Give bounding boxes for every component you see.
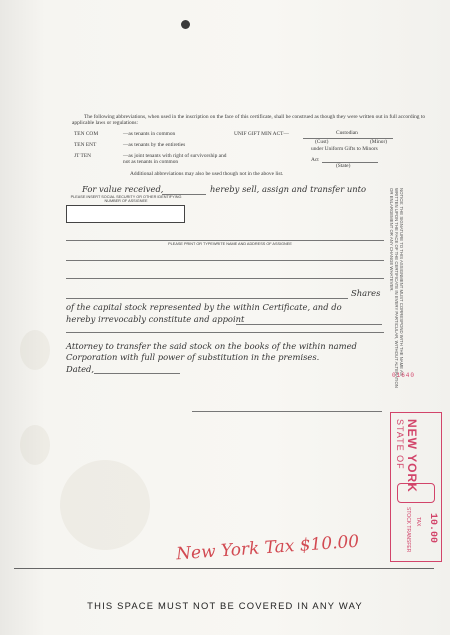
abbr-meaning: —as joint tenants with right of survivorship and not as tenants in common xyxy=(123,153,227,166)
address-line xyxy=(66,278,384,279)
stamp-tax: TAX xyxy=(415,517,421,527)
stamp-seal-icon xyxy=(397,483,435,503)
address-line xyxy=(66,260,384,261)
dated-line xyxy=(94,373,180,374)
hereby-sell-text: hereby sell, assign and transfer unto xyxy=(210,184,367,194)
bleed-through-mark xyxy=(20,330,50,370)
attorney-text: Attorney to transfer the said stock on the books of the within named xyxy=(66,341,357,351)
ssn-box[interactable] xyxy=(66,205,185,223)
minor-label: (Minor) xyxy=(370,139,388,145)
for-value-text: For value received, xyxy=(82,184,164,194)
under-act-label: under Uniform Gifts to Minors xyxy=(311,146,378,152)
abbr-code: TEN COM xyxy=(74,131,99,137)
bleed-through-seal xyxy=(60,460,150,550)
state-label: (State) xyxy=(336,163,351,169)
dated-label: Dated, xyxy=(66,364,95,374)
punch-hole xyxy=(181,20,190,29)
custodian-label: Custodian xyxy=(336,130,358,136)
print-name-label: PLEASE PRINT OR TYPEWRITE NAME AND ADDRESS OF ASSIGNEE xyxy=(168,242,292,246)
footer-divider xyxy=(14,568,434,569)
shares-line xyxy=(66,298,348,299)
stamp-amount: 10.00 xyxy=(427,513,438,544)
assignee-line xyxy=(66,240,384,241)
stamp-new-york: NEW YORK xyxy=(405,419,419,493)
attorney-name-line xyxy=(66,332,384,333)
stamp-serial: 01640 xyxy=(392,372,416,379)
abbr-code: TEN ENT xyxy=(74,142,97,148)
intro-text: The following abbreviations, when used in the inscription on the face of this certificate, shall be construed as though they were written out in full according to applicable laws or regulations: xyxy=(72,114,426,127)
abbr-code: JT TEN xyxy=(74,153,92,159)
cust-label: (Cust) xyxy=(315,139,329,145)
appoint-line xyxy=(236,324,382,325)
gift-act-label: UNIF GIFT MIN ACT— xyxy=(234,131,289,137)
bleed-through-mark xyxy=(20,425,50,465)
abbr-meaning: —as tenants in common xyxy=(123,131,176,137)
signature-notice: NOTICE: THE SIGNATURE TO THIS ASSIGNMENT MUST CORRESPOND WITH THE NAME AS WRITTEN UPON THE FACE OF THE CERTIFICATE IN EVERY PARTICULAR, WITHOUT ALTERATION OR ENLARGEMENT OR ANY CHANGE WHATEVER. xyxy=(389,188,404,388)
stamp-stock-transfer: STOCK TRANSFER xyxy=(405,507,411,553)
abbr-meaning: —as tenants by the entireties xyxy=(123,142,186,148)
footer-warning: THIS SPACE MUST NOT BE COVERED IN ANY WAY xyxy=(87,600,363,611)
hereby-appoint-text: hereby irrevocably constitute and appoint xyxy=(66,314,245,324)
ssn-label: PLEASE INSERT SOCIAL SECURITY OR OTHER IDENTIFYING NUMBER OF ASSIGNEE xyxy=(70,195,182,204)
capital-stock-text: of the capital stock represented by the within Certificate, and do xyxy=(66,302,342,312)
stamp-state-of: STATE OF xyxy=(395,419,405,470)
handwritten-tax-note: New York Tax $10.00 xyxy=(175,531,360,565)
transfer-tax-stamp xyxy=(390,412,442,562)
shares-text: Shares xyxy=(351,288,381,298)
signature-line xyxy=(192,411,382,412)
act-label: Act xyxy=(311,157,319,163)
corporation-text: Corporation with full power of substitution in the premises. xyxy=(66,352,320,362)
additional-note: Additional abbreviations may also be used though not in the above list. xyxy=(130,171,284,177)
